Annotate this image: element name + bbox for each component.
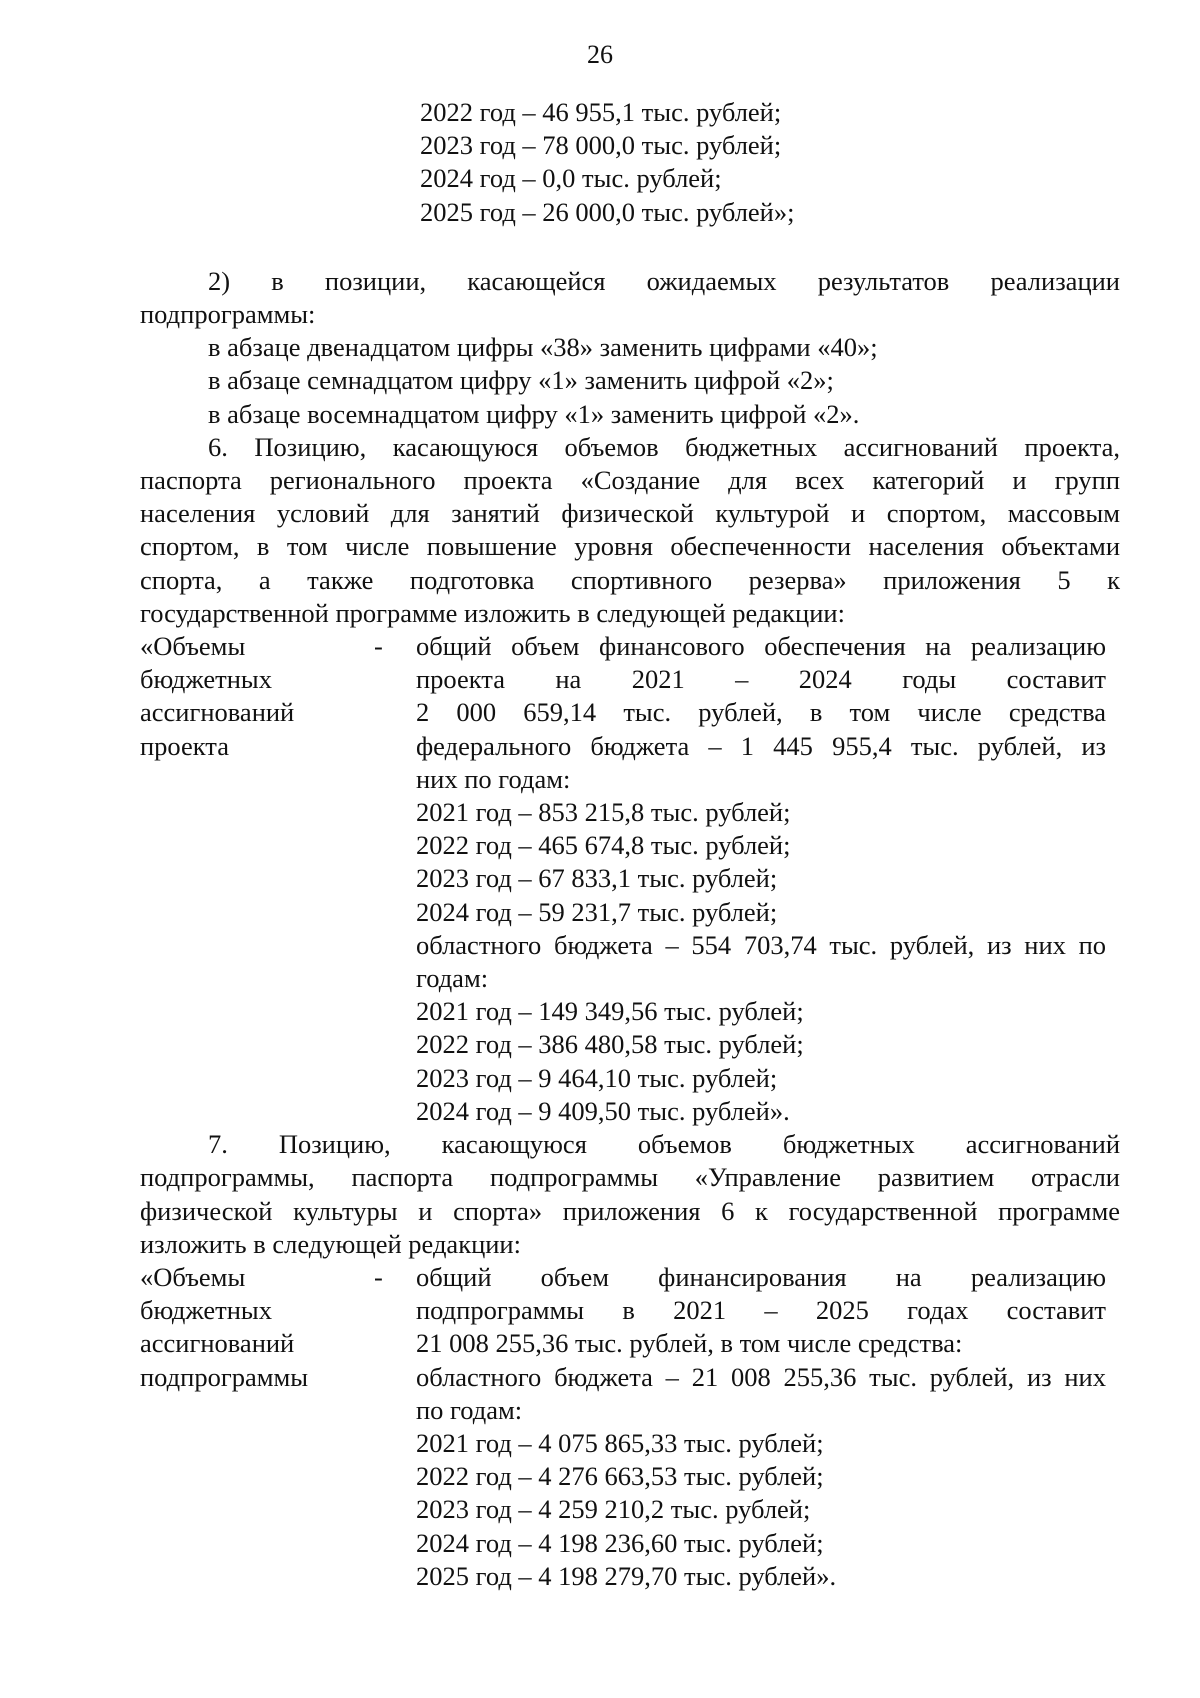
position-value-line: 21 008 255,36 тыс. рублей, в том числе средства: <box>416 1328 963 1359</box>
section-6-line: государственной программе изложить в следующей редакции: <box>140 597 845 628</box>
section-6-line: спорта, а также подготовка спортивного резерва» приложения 5 к <box>140 564 1120 595</box>
position-label-line: «Объемы <box>140 1261 246 1292</box>
section-7-paragraph <box>140 1128 1120 1261</box>
item-2-subitem: в абзаце восемнадцатом цифру «1» заменить цифрой «2». <box>208 398 860 429</box>
position-value-line: областного бюджета – 554 703,74 тыс. рублей, из них по <box>416 929 1106 960</box>
position-value-line: 2022 год – 465 674,8 тыс. рублей; <box>416 830 791 861</box>
section-6-line: спортом, в том числе повышение уровня обеспеченности населения объектами <box>140 531 1120 562</box>
year-line: 2025 год – 26 000,0 тыс. рублей»; <box>420 196 795 227</box>
section-6-line: 6. Позицию, касающуюся объемов бюджетных ассигнований проекта, <box>208 431 1120 462</box>
position-dash: - <box>374 631 383 662</box>
top-years-list <box>140 96 1120 229</box>
item-2-line: подпрограммы: <box>140 299 316 330</box>
page-number: 26 <box>587 40 613 69</box>
section-6-line: паспорта регионального проекта «Создание для всех категорий и групп <box>140 465 1120 496</box>
section-6-paragraph <box>140 431 1120 630</box>
section-7-line: физической культуры и спорта» приложения 6 к государственной программе <box>140 1195 1120 1226</box>
position-value-line: 2 000 659,14 тыс. рублей, в том числе средства <box>416 697 1106 728</box>
position-label-line: ассигнований <box>140 697 295 728</box>
year-line: 2022 год – 46 955,1 тыс. рублей; <box>420 97 782 127</box>
year-line: 2023 год – 78 000,0 тыс. рублей; <box>420 130 782 161</box>
position-value-line: 2023 год – 4 259 210,2 тыс. рублей; <box>416 1494 811 1525</box>
position-value-line: 2021 год – 853 215,8 тыс. рублей; <box>416 797 791 828</box>
year-line: 2024 год – 0,0 тыс. рублей; <box>420 163 722 194</box>
section-7-line: изложить в следующей редакции: <box>140 1228 521 1259</box>
item-2-subitem: в абзаце семнадцатом цифру «1» заменить цифрой «2»; <box>208 365 834 396</box>
section-7-line: подпрограммы, паспорта подпрограммы «Управление развитием отрасли <box>140 1162 1120 1193</box>
section-6-line: населения условий для занятий физической культурой и спортом, массовым <box>140 498 1120 529</box>
position-value-line: 2024 год – 9 409,50 тыс. рублей». <box>416 1095 790 1126</box>
item-2-subitem: в абзаце двенадцатом цифры «38» заменить цифрами «40»; <box>208 332 878 363</box>
position-label-line: ассигнований <box>140 1328 295 1359</box>
position-label <box>140 630 410 1128</box>
position-value-line: подпрограммы в 2021 – 2025 годах составит <box>416 1295 1106 1326</box>
position-value-line: 2022 год – 386 480,58 тыс. рублей; <box>416 1029 804 1060</box>
position-label-line: проекта <box>140 730 229 761</box>
position-value-line: 2024 год – 4 198 236,60 тыс. рублей; <box>416 1527 824 1558</box>
position-value-line: 2023 год – 9 464,10 тыс. рублей; <box>416 1062 778 1093</box>
position-value-line: проекта на 2021 – 2024 годы составит <box>416 664 1106 695</box>
position-label-line: бюджетных <box>140 664 272 695</box>
position-value-line: федерального бюджета – 1 445 955,4 тыс. рублей, из <box>416 730 1106 761</box>
position-value-line: областного бюджета – 21 008 255,36 тыс. рублей, из них <box>416 1361 1106 1392</box>
position-dash: - <box>374 1261 383 1292</box>
position-value-line: общий объем финансового обеспечения на реализацию <box>416 631 1106 662</box>
position-value-line: 2023 год – 67 833,1 тыс. рублей; <box>416 863 778 894</box>
position-value-line: годам: <box>416 963 489 994</box>
position-value-line: 2022 год – 4 276 663,53 тыс. рублей; <box>416 1461 824 1492</box>
position-label-line: подпрограммы <box>140 1361 309 1392</box>
item-2-paragraph <box>140 265 1120 431</box>
spacer <box>140 229 1120 265</box>
position-value-line: общий объем финансирования на реализацию <box>416 1261 1106 1292</box>
document-body <box>140 96 1120 1593</box>
item-2-line: 2) в позиции, касающейся ожидаемых результатов реализации <box>208 265 1120 296</box>
section-6-position-table <box>140 630 1120 1128</box>
position-label-line: бюджетных <box>140 1295 272 1326</box>
position-label <box>140 1261 410 1593</box>
position-value <box>416 630 1106 1128</box>
position-value-line: 2021 год – 4 075 865,33 тыс. рублей; <box>416 1427 824 1458</box>
position-value-line: 2021 год – 149 349,56 тыс. рублей; <box>416 996 804 1027</box>
position-value-line: по годам: <box>416 1394 523 1425</box>
section-7-line: 7. Позицию, касающуюся объемов бюджетных ассигнований <box>208 1129 1120 1160</box>
position-value-line: них по годам: <box>416 763 571 794</box>
position-label-line: «Объемы <box>140 631 246 662</box>
position-value-line: 2025 год – 4 198 279,70 тыс. рублей». <box>416 1560 837 1591</box>
position-value-line: 2024 год – 59 231,7 тыс. рублей; <box>416 896 778 927</box>
section-7-position-table <box>140 1261 1120 1593</box>
position-value <box>416 1261 1106 1593</box>
